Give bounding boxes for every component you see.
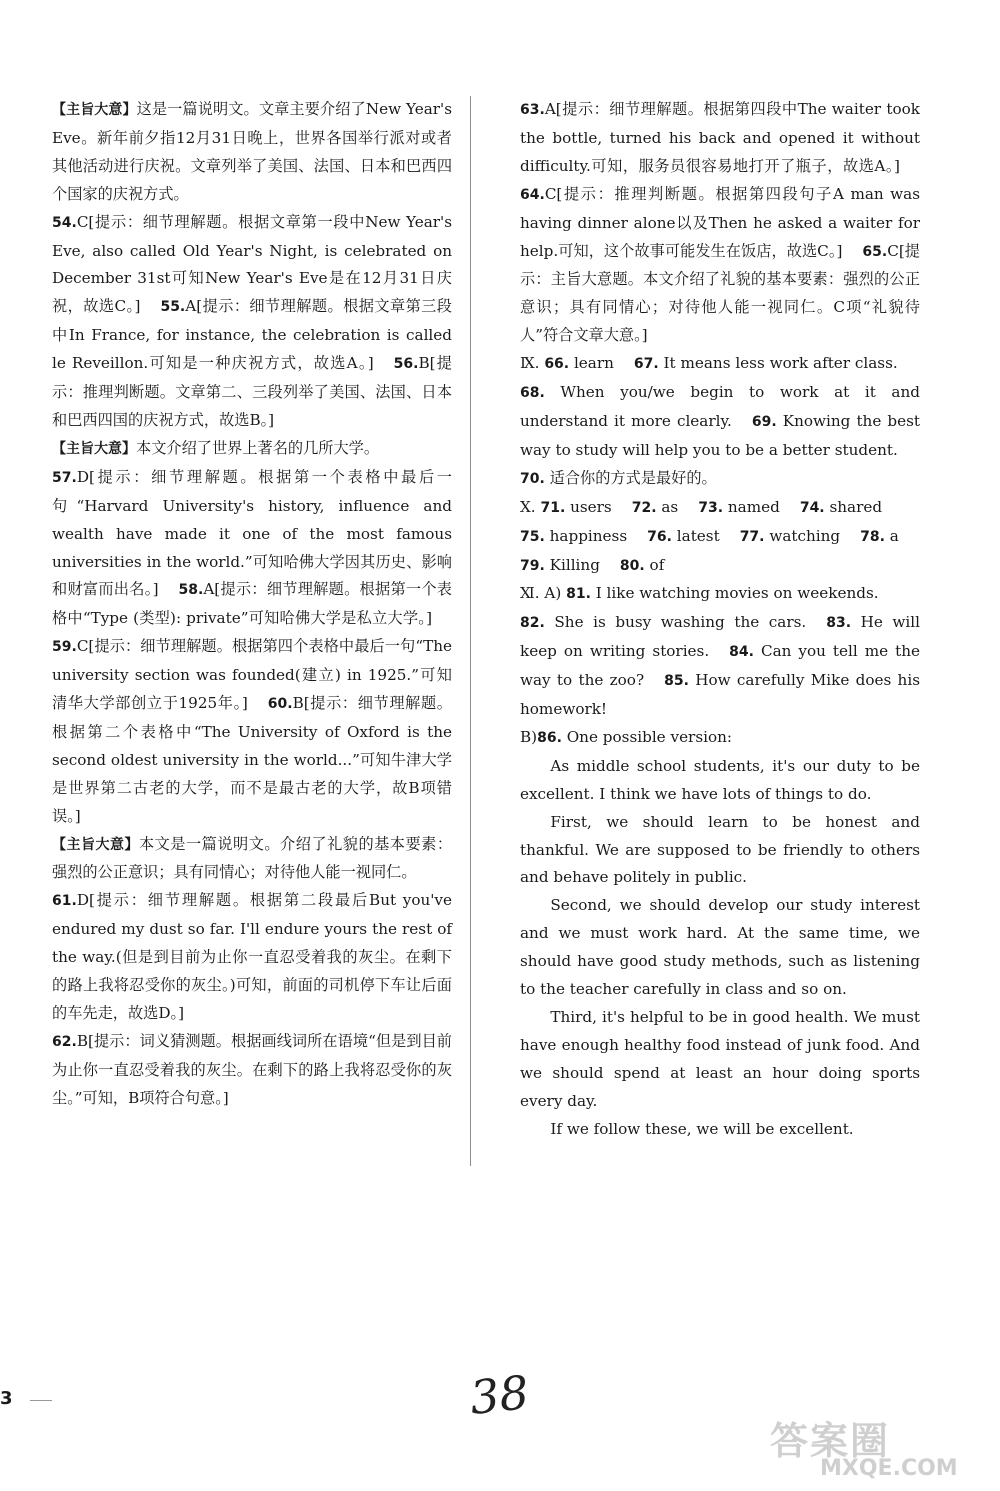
answer-text: D[提示：细节理解题。根据第二段最后But you've endured my dust so far. I'll endure yours the rest of the way.(但是到目前为止你一直忍受着我的灰尘。在剩下的路上我将忍受你的灰尘。)可知，前面的司机停下车让后面的车先走，故选D。]	[52, 891, 452, 1022]
answer-text: A[提示：细节理解题。根据第一个表格中“Type (类型): private”可知哈佛大学是私立大学。]	[52, 580, 452, 628]
answer-text: 这是一篇说明文。文章主要介绍了New Year's Eve。新年前夕指12月31日晚上，世界各国举行派对或者其他活动进行庆祝。文章列举了美国、法国、日本和巴西四个国家的庆祝方式。	[52, 100, 452, 203]
question-number: 67.	[633, 356, 659, 373]
answer-text: Ⅺ. A)	[520, 584, 567, 603]
answer-text: I like watching movies on weekends.	[590, 584, 879, 603]
right-paragraph	[520, 465, 920, 494]
answer-text: latest	[671, 526, 720, 545]
question-number: 79.	[520, 557, 545, 574]
answer-text: 本文介绍了世界上著名的几所大学。	[136, 438, 379, 457]
corner-page-number: 3	[0, 1388, 13, 1409]
question-number: 56.	[393, 356, 419, 373]
answer-text: B)	[520, 727, 538, 746]
question-number: 82.	[520, 615, 545, 632]
right-column	[520, 96, 920, 1144]
answer-text: users	[565, 497, 612, 516]
watermark-logo	[770, 1410, 990, 1485]
answer-text: B[提示：细节理解题。根据第二个表格中“The University of Oxford is the second oldest university in the world...”可知牛津大学是世界第二古老的大学，而不是最古老的大学，故B项错误。]	[52, 694, 452, 825]
answer-text: a	[884, 526, 899, 545]
question-number: 83.	[826, 615, 852, 632]
question-number: 74.	[799, 499, 825, 516]
right-paragraph	[520, 494, 920, 523]
left-paragraph	[52, 435, 452, 464]
answer-text: He will keep on writing stories.	[520, 613, 920, 661]
right-paragraph	[520, 753, 920, 809]
question-number: 62.	[52, 1033, 77, 1050]
answer-text: Third, it's helpful to be in good health. We must have enough healthy food instead of junk food. And we should spend at least an hour doing sports every day.	[520, 1008, 920, 1110]
answer-text: watching	[764, 526, 841, 545]
question-number: 80.	[619, 557, 645, 574]
question-number: 65.	[862, 243, 888, 260]
answer-text: C[提示：主旨大意题。本文介绍了礼貌的基本要素：强烈的公正意识；具有同情心；对待他人能一视同仁。C项“礼貌待人”符合文章大意。]	[520, 241, 920, 345]
right-paragraph	[520, 609, 920, 724]
answer-text: Knowing the best way to study will help you to be a better student.	[520, 411, 920, 459]
answer-text: B[提示：词义猜测题。根据画线词所在语境“但是到目前为止你一直忍受着我的灰尘。在剩下的路上我将忍受你的灰尘。”可知，B项符合句意。]	[52, 1031, 452, 1107]
left-paragraph	[52, 96, 452, 209]
question-number: 73.	[698, 499, 724, 516]
question-number: 81.	[566, 586, 591, 603]
answer-text: If we follow these, we will be excellent.	[550, 1119, 854, 1138]
watermark-sub: MXQE.COM	[820, 1456, 958, 1481]
question-number: 66.	[544, 356, 570, 373]
answer-text: named	[723, 497, 780, 516]
question-number: 76.	[647, 528, 672, 545]
answer-text: D[提示：细节理解题。根据第一个表格中最后一句“Harvard University's history, influence and wealth have made it one of the most famous universities in the world.”可知哈佛大学因其历史、影响和财富而出名。]	[52, 467, 452, 599]
answer-text: Ⅸ.	[520, 354, 545, 373]
answer-text: Second, we should develop our study interest and we must work hard. At the same time, we should have good study methods, such as listening to the teacher carefully in class and so on.	[520, 896, 920, 999]
answer-text: C[提示：细节理解题。根据第四个表格中最后一句“The university section was founded(建立) in 1925.”可知清华大学部创立于1925年。]	[52, 637, 452, 713]
left-paragraph	[52, 831, 452, 888]
left-paragraph	[52, 1028, 452, 1113]
answer-text: A[提示：细节理解题。根据文章第三段中In France, for instance, the celebration is called le Reveillon.可知是一种庆祝方式，故选A。]	[52, 297, 452, 373]
left-column	[52, 96, 452, 1113]
answer-text: of	[644, 555, 665, 574]
answer-text: One possible version:	[561, 727, 733, 746]
watermark-main: 答案圈	[770, 1419, 891, 1463]
answer-text: First, we should learn to be honest and thankful. We are supposed to be friendly to others and behave politely in public.	[520, 812, 920, 887]
answer-text: A[提示：细节理解题。根据第四段中The waiter took the bottle, turned his back and opened it without difficulty.可知，服务员很容易地打开了瓶子，故选A。]	[520, 100, 920, 175]
column-divider	[470, 96, 471, 1166]
corner-rule	[30, 1400, 52, 1401]
question-number: 86.	[537, 729, 562, 746]
question-number: 60.	[267, 696, 293, 713]
section-heading: 【主旨大意】	[52, 102, 137, 118]
question-number: 55.	[160, 299, 186, 316]
right-paragraph	[520, 379, 920, 465]
question-number: 57.	[52, 469, 77, 486]
answer-text: C[提示：细节理解题。根据文章第一段中New Year's Eve, also called Old Year's Night, is celebrated on December 31st可知New Year's Eve是在12月31日庆祝，故选C。]	[52, 212, 452, 316]
left-paragraph	[52, 464, 452, 831]
answer-text: 本文是一篇说明文。介绍了礼貌的基本要素：强烈的公正意识；具有同情心；对待他人能一视同仁。	[52, 834, 453, 882]
answer-text: happiness	[544, 526, 628, 545]
answer-text: learn	[569, 354, 614, 373]
answer-text: Killing	[544, 555, 600, 574]
page-number: 38	[467, 1365, 532, 1425]
question-number: 69.	[751, 413, 777, 430]
question-number: 70.	[520, 470, 545, 487]
right-paragraph	[520, 724, 920, 753]
right-paragraph	[520, 892, 920, 1004]
answer-text: As middle school students, it's our duty to be excellent. I think we have lots of things to do.	[520, 756, 920, 803]
answer-text: 适合你的方式是最好的。	[544, 468, 717, 487]
section-heading: 【主旨大意】	[52, 440, 136, 457]
right-paragraph	[520, 350, 920, 379]
question-number: 61.	[52, 893, 77, 910]
right-paragraph	[520, 580, 920, 609]
question-number: 68.	[520, 385, 545, 402]
answer-text: She is busy washing the cars.	[544, 613, 807, 632]
right-paragraph	[520, 552, 920, 581]
answer-text: Ⅹ.	[520, 497, 541, 516]
question-number: 84.	[729, 644, 754, 661]
question-number: 58.	[178, 582, 204, 599]
question-number: 85.	[664, 673, 689, 690]
left-paragraph	[52, 887, 452, 1028]
right-paragraph	[520, 1004, 920, 1116]
answer-text: as	[656, 497, 679, 516]
question-number: 78.	[860, 528, 885, 545]
question-number: 64.	[520, 186, 545, 203]
question-number: 63.	[520, 102, 545, 118]
question-number: 59.	[52, 639, 77, 656]
right-paragraph	[520, 809, 920, 893]
answer-text: When you/we begin to work at it and understand it more clearly.	[520, 383, 920, 430]
right-paragraph	[520, 1116, 920, 1144]
answer-text: B[提示：推理判断题。文章第二、三段列举了美国、法国、日本和巴西四国的庆祝方式，故选B。]	[52, 354, 452, 429]
left-paragraph	[52, 209, 452, 435]
answer-text: C[提示：推理判断题。根据第四段句子A man was having dinner alone以及Then he asked a waiter for help.可知，这个故事可能发生在饭店，故选C。]	[520, 184, 920, 260]
question-number: 71.	[540, 499, 566, 516]
right-paragraph	[520, 523, 920, 552]
question-number: 77.	[739, 528, 765, 545]
right-paragraph	[520, 96, 920, 350]
question-number: 75.	[520, 528, 545, 545]
question-number: 54.	[52, 214, 77, 231]
answer-text: It means less work after class.	[658, 354, 898, 373]
answer-text: How carefully Mike does his homework!	[520, 671, 920, 719]
question-number: 72.	[631, 499, 657, 516]
answer-text: shared	[824, 497, 883, 516]
section-heading: 【主旨大意】	[52, 836, 139, 853]
answer-text: Can you tell me the way to the zoo?	[520, 642, 920, 690]
